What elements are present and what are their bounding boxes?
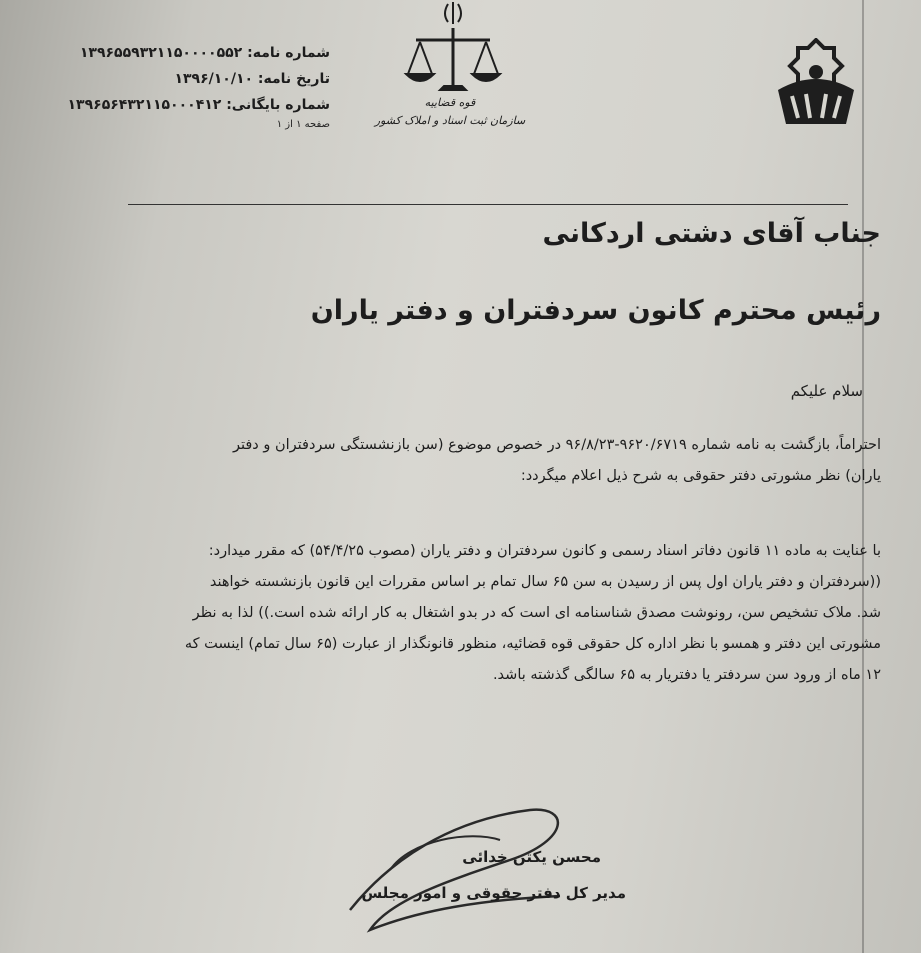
header-divider [128,204,848,205]
signatory-title: مدیر کل دفتر حقوقی و امور مجلس [361,884,626,902]
handwritten-signature-icon [330,800,580,940]
page-indicator: صفحه ۱ از ۱ [276,119,330,130]
paragraph-line: مشورتی این دفتر و همسو با نظر اداره کل حقوقی قوه قضائیه، منظور قانونگذار از عبارت (۶۵ سال تمام) اینست که [184,636,881,652]
paragraph-line: با عنایت به ماده ۱۱ قانون دفاتر اسناد رسمی و کانون سردفتران و دفتر یاران (مصوب ۵۴/۴/۲۵) که مقرر میدارد: [208,543,881,559]
paragraph-line: یاران) نظر مشورتی دفتر حقوقی به شرح ذیل اعلام میگردد: [520,468,881,484]
judiciary-label: قوه قضاییه [424,96,476,109]
salutation: جناب آقای دشتی اردکانی [542,218,881,249]
paragraph-line: ((سردفتران و دفتر یاران اول پس از رسیدن به سن ۶۵ سال تمام بر اساس مقررات این قانون بازنشسته خواهند [209,574,881,590]
signatory-name: محسن یکتن خدائی [462,848,601,866]
paragraph-line: احتراماً، بازگشت به نامه شماره ۹۶۲۰/۶۷۱۹-۹۶/۸/۲۳ در خصوص موضوع (سن بازنشستگی سردفتران و دفتر [233,437,881,453]
letter-number: شماره نامه: ۱۳۹۶۵۵۹۳۲۱۱۵۰۰۰۰۵۵۲ [79,45,330,61]
emblem-caption [360,94,540,130]
letter-metadata [30,40,330,132]
paragraph-line: ۱۲ ماه از ورود سن سردفتر یا دفتریار به ۶۵ سالگی گذشته باشد. [492,667,881,683]
greeting: سلام علیکم [790,382,863,400]
organization-name: سازمان ثبت اسناد و املاک کشور [374,114,526,127]
paragraph-intro [1,430,881,492]
paragraph-ruling [1,536,881,691]
judiciary-scales-icon [398,0,508,160]
paragraph-line: شد. ملاک تشخیص سن، رونوشت مصدق شناسنامه ای است که در بدو اشتغال به کار ارائه شده است.)) لذا به نظر [192,605,881,621]
archive-number: شماره بایگانی: ۱۳۹۶۵۶۴۳۲۱۱۵۰۰۰۴۱۲ [67,97,330,113]
letter-date: تاریخ نامه: ۱۳۹۶/۱۰/۱۰ [174,71,330,87]
recipient-title: رئیس محترم کانون سردفتران و دفتر یاران [310,295,881,326]
registration-organization-logo-icon [770,38,862,130]
